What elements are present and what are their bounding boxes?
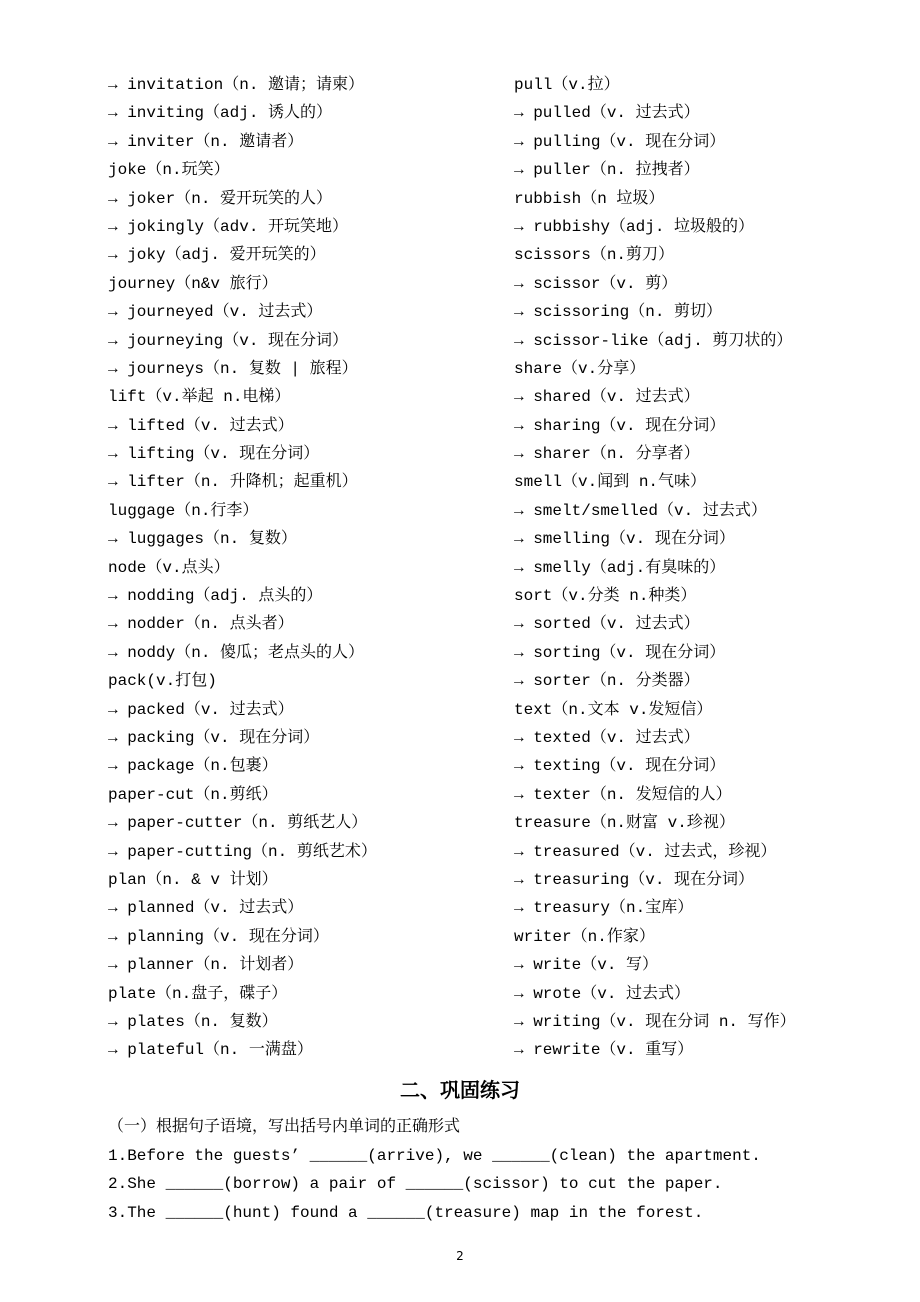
exercise-question: 1.Before the guests’ ______(arrive), we ______(clean) the apartment. — [108, 1147, 761, 1165]
word-entry: → lifter（n. 升降机；起重机） — [108, 473, 358, 492]
word-entry: → plateful（n. 一满盘） — [108, 1041, 313, 1060]
word-entry: text（n.文本 v.发短信） — [514, 700, 713, 719]
word-entry: → wrote（v. 过去式） — [514, 984, 691, 1003]
word-entry: → planned（v. 过去式） — [108, 899, 304, 918]
word-entry: → texting（v. 现在分词） — [514, 757, 726, 776]
word-entry: treasure（n.财富 v.珍视） — [514, 814, 735, 833]
word-entry: → shared（v. 过去式） — [514, 388, 700, 407]
word-entry: → sorter（n. 分类器） — [514, 672, 700, 691]
word-entry: share（v.分享） — [514, 359, 646, 378]
word-entry: sort（v.分类 n.种类） — [514, 587, 697, 606]
word-entry: plate（n.盘子，碟子） — [108, 984, 288, 1003]
word-entry: → smelly（adj.有臭味的） — [514, 558, 726, 577]
word-entry: → scissor（v. 剪） — [514, 274, 678, 293]
word-list-right-column — [514, 71, 796, 1065]
word-entry: → texter（n. 发短信的人） — [514, 785, 732, 804]
word-entry: writer（n.作家） — [514, 927, 655, 946]
word-entry: → sharer（n. 分享者） — [514, 445, 700, 464]
word-entry: journey（n&v 旅行） — [108, 274, 278, 293]
word-entry: → journeying（v. 现在分词） — [108, 331, 349, 350]
word-entry: → lifting（v. 现在分词） — [108, 445, 320, 464]
word-entry: → journeyed（v. 过去式） — [108, 303, 323, 322]
word-entry: rubbish（n 垃圾） — [514, 189, 665, 208]
word-entry: → package（n.包裹） — [108, 757, 278, 776]
word-entry: → puller（n. 拉拽者） — [514, 161, 700, 180]
exercise-question: 2.She ______(borrow) a pair of ______(scissor) to cut the paper. — [108, 1175, 723, 1194]
word-entry: → writing（v. 现在分词 n. 写作） — [514, 1012, 796, 1031]
word-entry: → packed（v. 过去式） — [108, 700, 294, 719]
word-entry: → smelt/smelled（v. 过去式） — [514, 501, 767, 520]
word-entry: paper-cut（n.剪纸） — [108, 785, 278, 804]
word-entry: luggage（n.行李） — [108, 501, 259, 520]
word-entry: → jokingly（adv. 开玩笑地） — [108, 217, 349, 236]
word-list-left-column — [108, 71, 377, 1065]
word-entry: → treasured（v. 过去式，珍视） — [514, 842, 777, 861]
word-entry: → journeys（n. 复数 | 旅程） — [108, 359, 358, 378]
word-entry: smell（v.闻到 n.气味） — [514, 473, 707, 492]
word-entry: → planner（n. 计划者） — [108, 956, 304, 975]
word-entry: → pulled（v. 过去式） — [514, 104, 700, 123]
word-entry: scissors（n.剪刀） — [514, 246, 675, 265]
word-entry: joke（n.玩笑） — [108, 161, 230, 180]
word-entry: → inviting（adj. 诱人的） — [108, 104, 333, 123]
word-entry: → write（v. 写） — [514, 956, 659, 975]
word-entry: → sharing（v. 现在分词） — [514, 416, 726, 435]
word-entry: → planning（v. 现在分词） — [108, 927, 329, 946]
word-entry: → scissor-like（adj. 剪刀状的） — [514, 331, 793, 350]
word-entry: → rubbishy（adj. 垃圾般的） — [514, 217, 755, 236]
word-entry: → plates（n. 复数） — [108, 1012, 278, 1031]
section-title: 二、巩固练习 — [400, 1078, 520, 1102]
word-entry: → luggages（n. 复数） — [108, 530, 297, 549]
word-entry: lift（v.举起 n.电梯） — [108, 388, 291, 407]
exercise-question: 3.The ______(hunt) found a ______(treasure) map in the forest. — [108, 1203, 704, 1222]
word-entry: → inviter（n. 邀请者） — [108, 132, 304, 151]
word-entry: → lifted（v. 过去式） — [108, 416, 294, 435]
word-entry: → joker（n. 爱开玩笑的人） — [108, 189, 333, 208]
exercise-questions — [108, 1142, 761, 1227]
word-entry: → noddy（n. 傻瓜；老点头的人） — [108, 643, 365, 662]
word-entry: → joky（adj. 爱开玩笑的） — [108, 246, 326, 265]
word-entry: node（v.点头） — [108, 558, 230, 577]
word-entry: → smelling（v. 现在分词） — [514, 530, 735, 549]
word-entry: pull（v.拉） — [514, 76, 620, 94]
exercise-instruction: （一）根据句子语境，写出括号内单词的正确形式 — [108, 1116, 461, 1135]
word-entry: → rewrite（v. 重写） — [514, 1041, 694, 1060]
word-entry: → scissoring（n. 剪切） — [514, 303, 723, 322]
word-entry: → packing（v. 现在分词） — [108, 728, 320, 747]
word-entry: → nodding（adj. 点头的） — [108, 587, 323, 606]
word-entry: → texted（v. 过去式） — [514, 728, 700, 747]
word-entry: → pulling（v. 现在分词） — [514, 132, 726, 151]
word-entry: pack(v.打包) — [108, 672, 217, 691]
word-entry: → nodder（n. 点头者） — [108, 615, 294, 634]
word-entry: plan（n. & v 计划） — [108, 870, 278, 889]
word-entry: → paper-cutting（n. 剪纸艺术） — [108, 842, 377, 861]
page-number: 2 — [456, 1249, 464, 1263]
word-entry: → treasuring（v. 现在分词） — [514, 870, 755, 889]
word-entry: → paper-cutter（n. 剪纸艺人） — [108, 814, 368, 833]
word-entry: → invitation（n. 邀请；请柬） — [108, 76, 365, 94]
word-entry: → sorted（v. 过去式） — [514, 615, 700, 634]
word-entry: → treasury（n.宝库） — [514, 899, 694, 918]
word-entry: → sorting（v. 现在分词） — [514, 643, 726, 662]
